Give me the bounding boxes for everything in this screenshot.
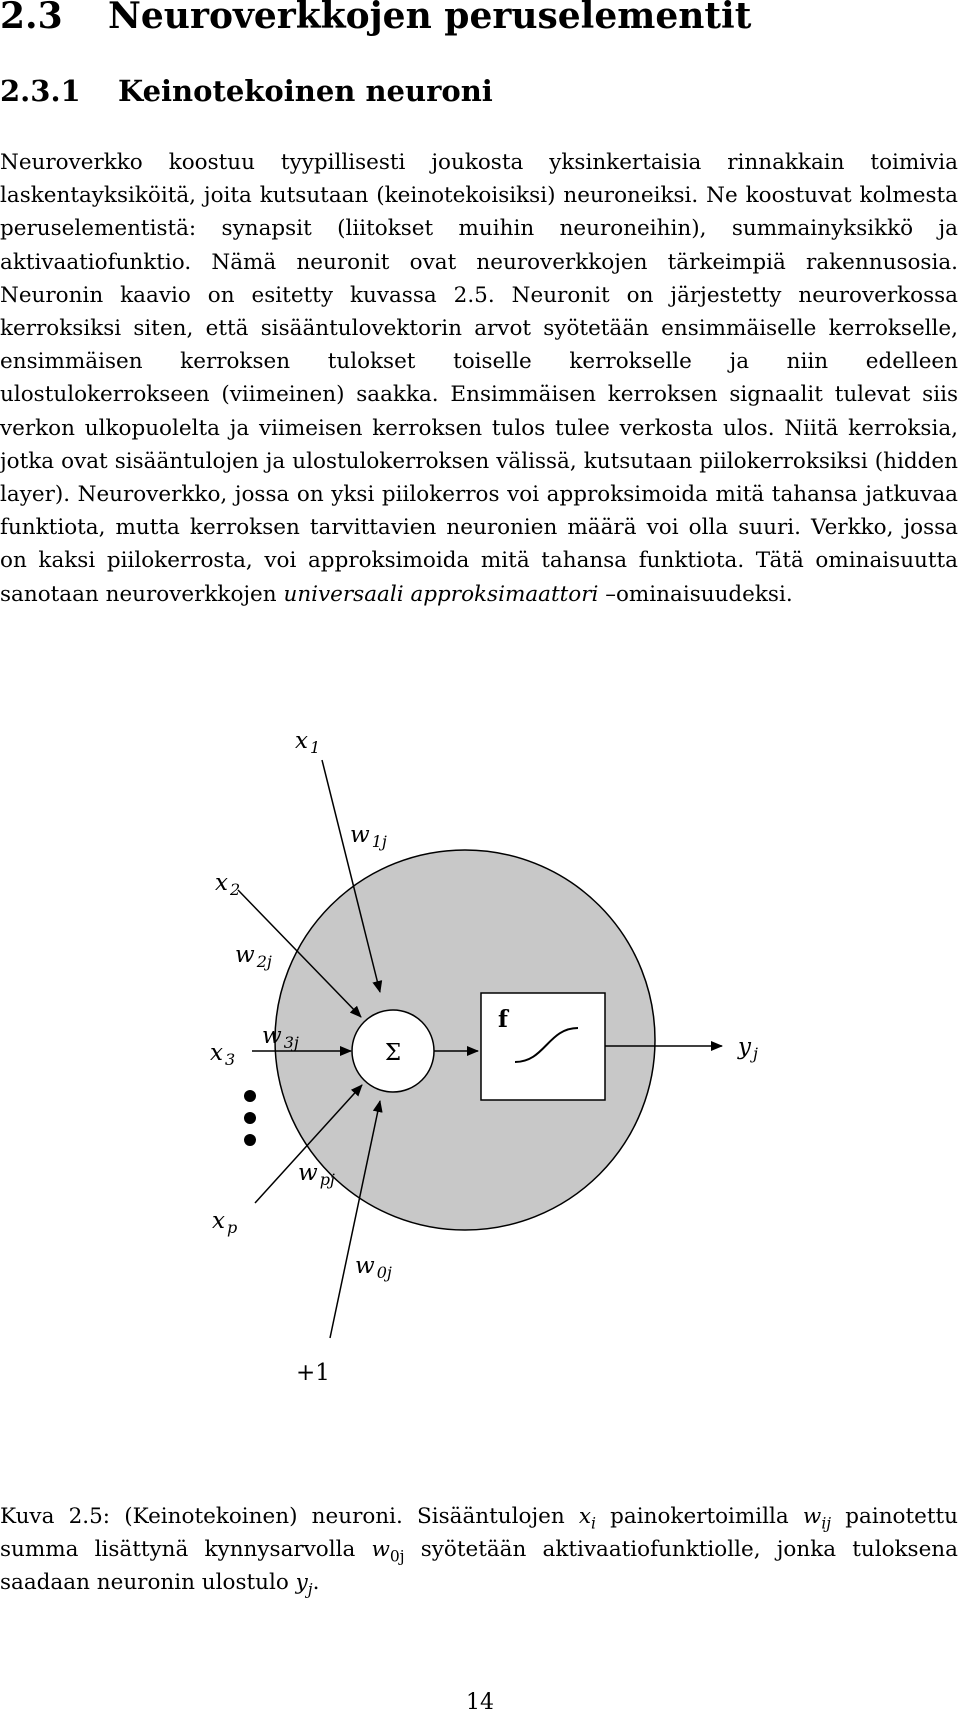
activation-label: f — [498, 1006, 508, 1033]
weight-label-w3j: w $_{3j}$ — [262, 1023, 299, 1052]
ellipsis-dot — [244, 1090, 256, 1102]
input-label-x2: x $_2$ — [215, 870, 241, 899]
weight-label-w1j: w $_{1j}$ — [350, 822, 387, 851]
weight-label-wpj: w $_{pj}$ — [298, 1160, 335, 1189]
bias-label: +1 — [296, 1360, 330, 1386]
input-label-xp: x $_p$ — [212, 1208, 238, 1237]
subsection-title-text: Keinotekoinen neuroni — [118, 74, 493, 108]
summation-symbol: Σ — [384, 1040, 402, 1066]
paragraph-text: Neuroverkko koostuu tyypillisesti joukosta yksinkertaisia rinnakkain toimivia laskentayksiköitä, joita kutsutaan (keinotekoisiksi) neuroneiksi. Ne koostuvat kolmesta peruselementistä: synapsit (liitokset muihin neuroneihin), summainyksikkö ja aktivaatiofunktio. Nämä neuronit ovat neuroverkkojen tärkeimpiä rakennusosia. Neuronin kaavio on esitetty kuvassa 2.5. Neuronit on järjestetty neuroverkossa kerroksiksi siten, että sisääntulovektorin arvot syötetään ensimmäiselle kerrokselle, ensimmäisen kerroksen tulokset toiselle kerrokselle ja niin edelleen ulostulokerrokseen (viimeinen) saakka. Ensimmäisen kerroksen signaalit tulevat siis verkon ulkopuolelta ja viimeisen kerroksen tulos tulee verkosta ulos. Niitä kerroksia, jotka ovat sisääntulojen ja ulostulokerroksen välissä, kutsutaan piilokerroksiksi (hidden layer). Neuroverkko, jossa on yksi piilokerros voi approksimoida mitä tahansa jatkuvaa funktiota, mutta kerroksen tarvittavien neuronien määrä voi olla suuri. Verkko, jossa on kaksi piilokerrosta, voi approksimoida mitä tahansa funktiota. Tätä ominaisuutta sanotaan neuroverkkojen — [0, 150, 958, 607]
weight-label-w2j: w $_{2j}$ — [235, 942, 272, 971]
weight-label-w0j: w $_{0j}$ — [355, 1253, 392, 1282]
paragraph-text-end: –ominaisuudeksi. — [598, 581, 793, 607]
section-number: 2.3 — [0, 0, 63, 37]
input-label-x1: x $_1$ — [295, 728, 321, 757]
ellipsis-dot — [244, 1112, 256, 1124]
body-paragraph — [0, 146, 958, 611]
subsection-title — [0, 74, 493, 108]
input-label-x3: x $_3$ — [210, 1040, 236, 1069]
section-title — [0, 0, 751, 36]
page-number: 14 — [466, 1690, 494, 1715]
subsection-number: 2.3.1 — [0, 74, 81, 108]
neuron-diagram — [0, 700, 960, 1400]
figure-caption: Kuva 2.5: (Keinotekoinen) neuroni. Sisääntulojen $x_i$ painokertoimilla $w_{ij}$ painotettu summa lisättynä kynnysarvolla $w_{0j}$ syötetään aktivaatiofunktiolle, jonka tuloksena saadaan neuronin ulostulo $y_j$. — [0, 1504, 958, 1599]
output-label-yj: y $_j$ — [738, 1034, 758, 1063]
paragraph-emphasis: universaali approksimaattori — [283, 581, 599, 607]
section-title-text: Neuroverkkojen peruselementit — [108, 0, 752, 37]
ellipsis-dot — [244, 1134, 256, 1146]
